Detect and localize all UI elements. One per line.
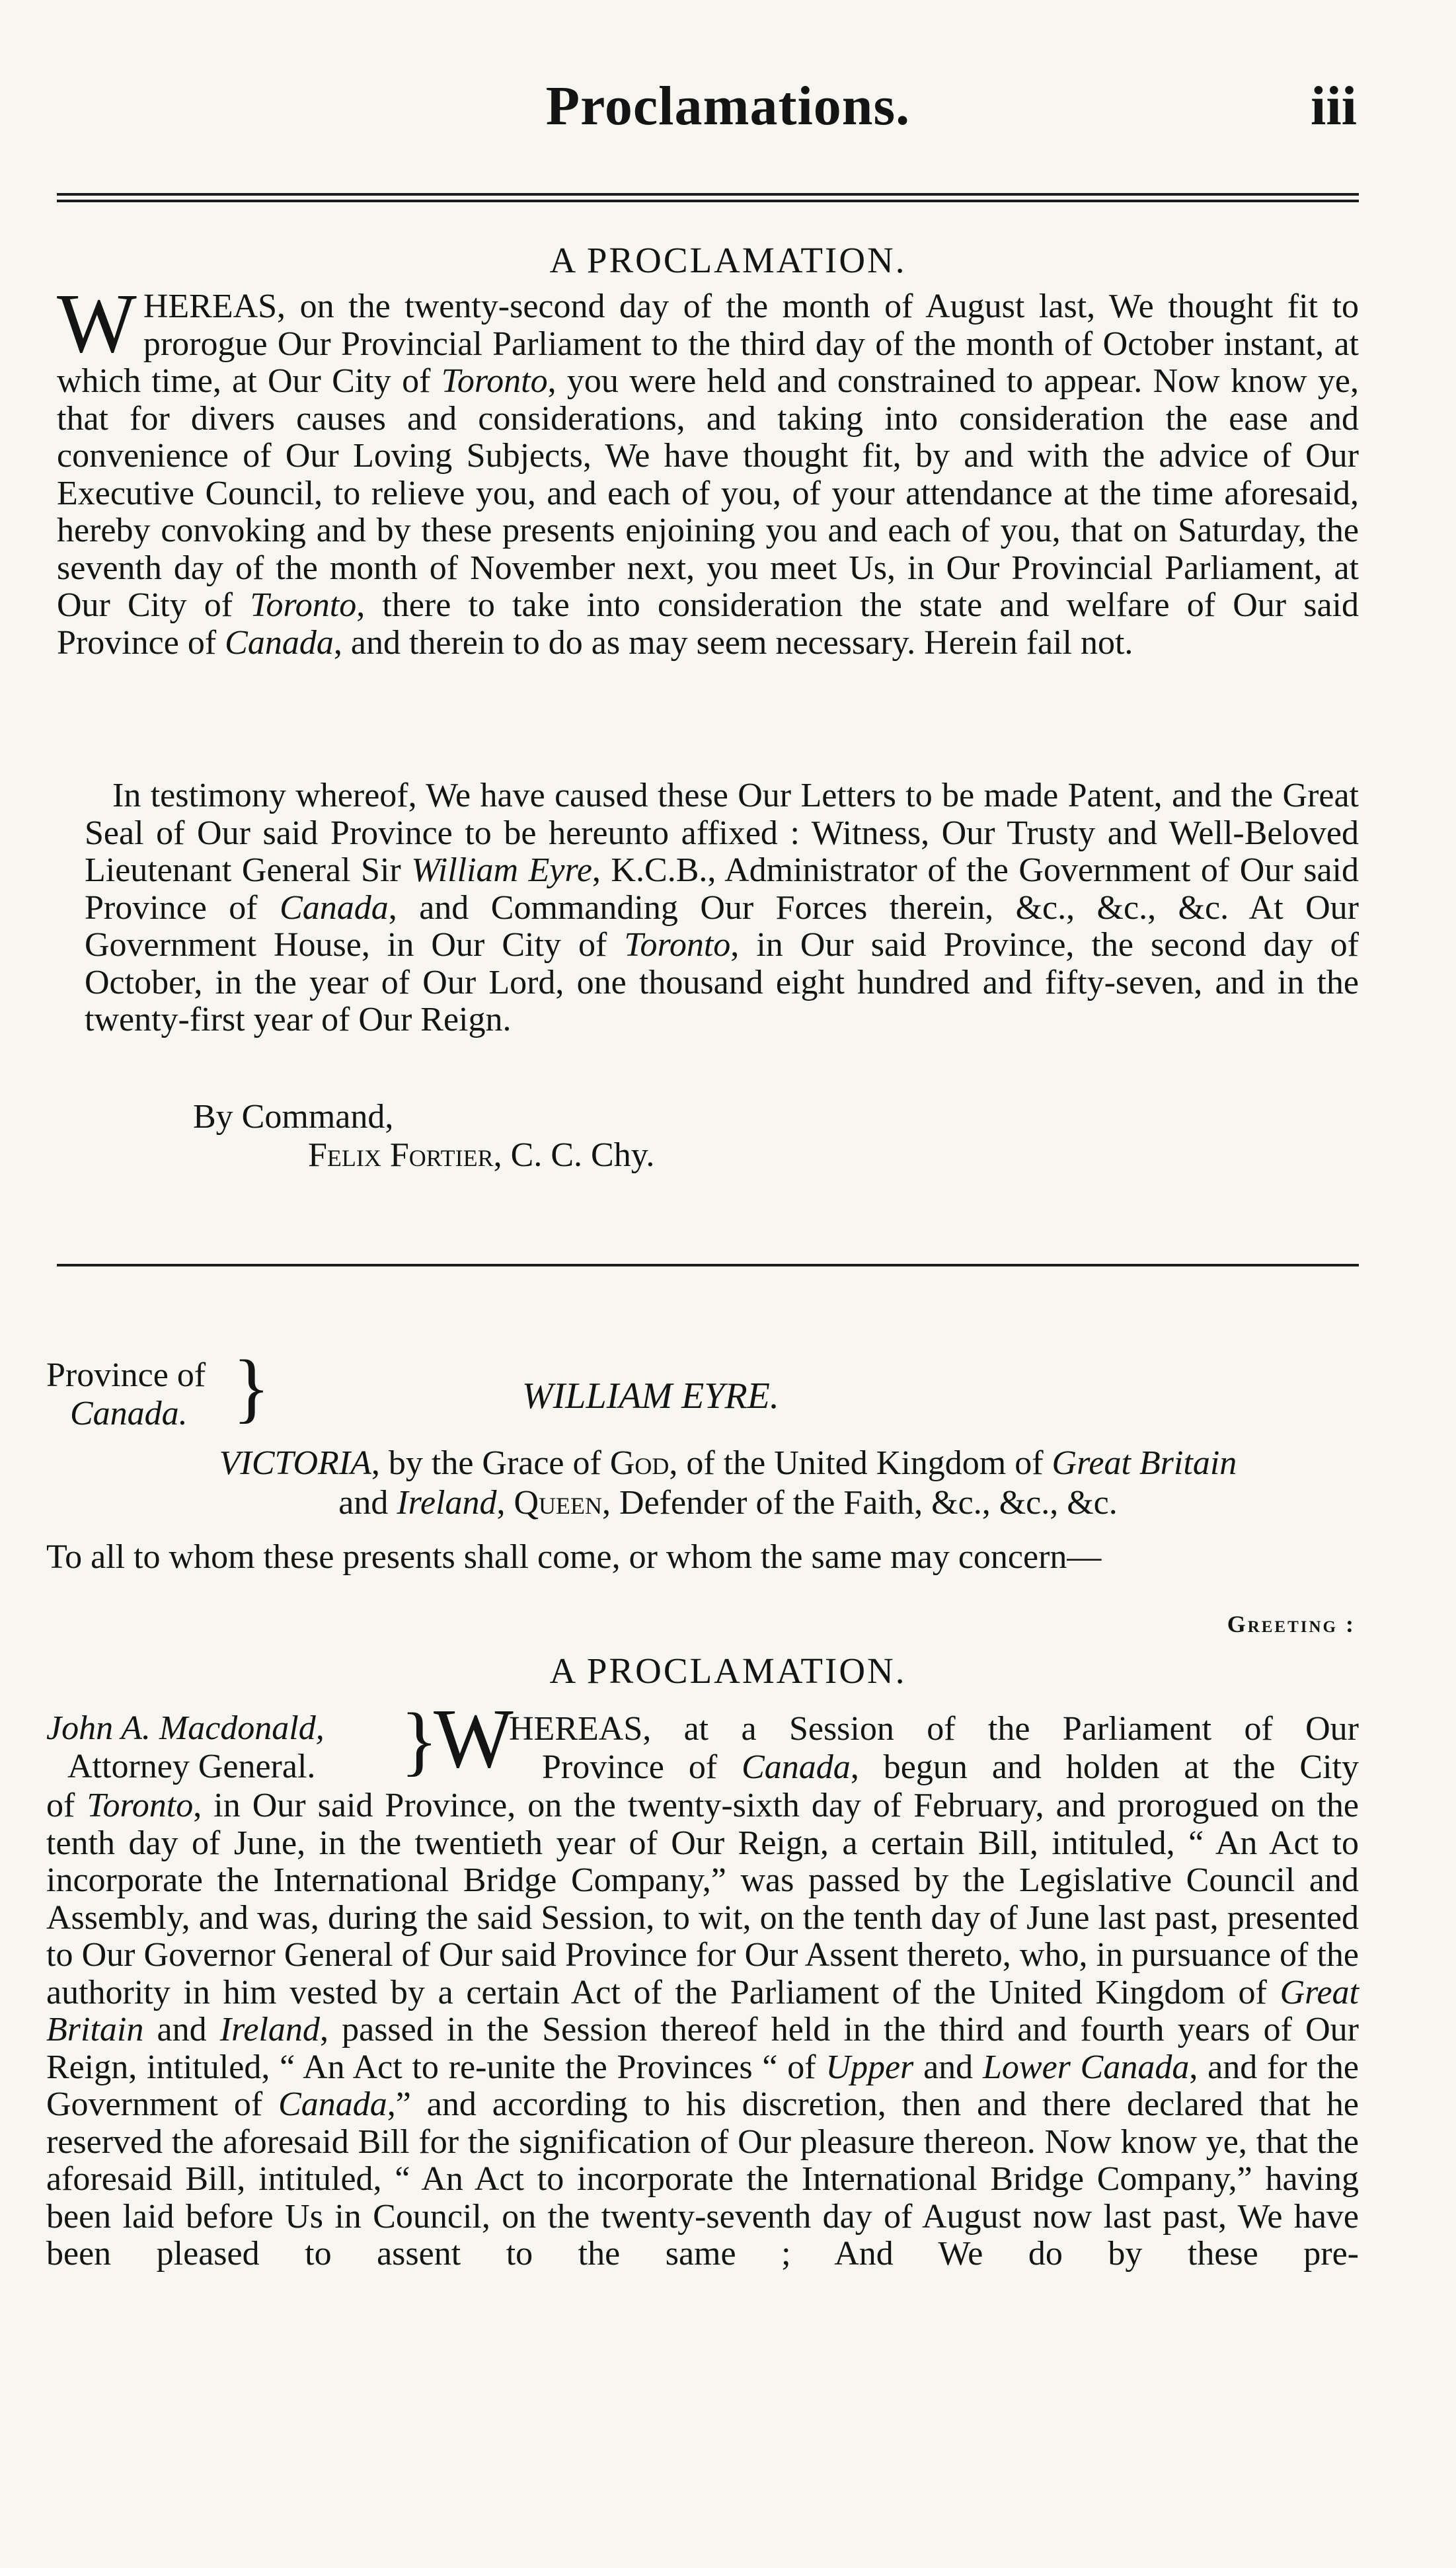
text-run: , Defender of the Faith, &c., &c., &c. bbox=[602, 1484, 1118, 1522]
italic-place-name: Canada bbox=[742, 1748, 851, 1786]
lead-line-2 bbox=[542, 1748, 1359, 1787]
administrator-name-text: WILLIAM EYRE. bbox=[522, 1376, 779, 1417]
text-run: God bbox=[609, 1444, 670, 1482]
italic-name: William Eyre bbox=[411, 851, 592, 889]
header-double-rule bbox=[57, 193, 1359, 202]
text-run: of bbox=[46, 1787, 87, 1824]
text-run: HEREAS, on the twenty-second day of the month of August last, We thought fit to prorogue Our Provincial Parliament to the third day of the month of October instant, at which time, at Our City of bbox=[57, 288, 1359, 400]
italic-place-name: Great Britain bbox=[1052, 1444, 1237, 1482]
royal-style-line-2 bbox=[0, 1483, 1456, 1522]
text-run: , you were held and constrained to appear. Now know ye, that for divers causes and considerations, and taking into consideration the ease and convenience of Our Loving Subjects, We have thought fit, by and with the advice of Our Executive Council, to relieve you, and each of you, of your attendance at the time aforesaid, hereby convoking and by these presents enjoining you and each of you, that on Saturday, the seventh day of the month of November next, you meet Us, in Our Provincial Parliament, at Our City of bbox=[57, 362, 1359, 624]
italic-place-name: Ireland bbox=[219, 2011, 320, 2048]
text-run: Province of bbox=[542, 1748, 742, 1786]
italic-place-name: Toronto bbox=[624, 926, 731, 964]
running-title: Proclamations. bbox=[545, 75, 911, 137]
brace-mark: } bbox=[401, 1697, 438, 1783]
second-proclamation-heading: A PROCLAMATION. bbox=[549, 1651, 907, 1691]
by-command: By Command, bbox=[193, 1098, 394, 1136]
section-divider bbox=[57, 1264, 1359, 1266]
signature-line bbox=[308, 1136, 654, 1175]
italic-place-name: Canada bbox=[280, 888, 389, 927]
text-run: In testimony whereof, We have caused these Our Letters to be made Patent, and the Great Seal of Our said Province to be hereunto affixed : Witness, Our Trusty and Well-Beloved Lieutenant General Sir bbox=[85, 777, 1359, 889]
signatory-name: Felix Fortier bbox=[308, 1136, 494, 1174]
testimony-paragraph bbox=[85, 777, 1359, 1039]
greeting: Greeting : bbox=[1227, 1611, 1356, 1637]
attorney-title: Attorney General. bbox=[67, 1748, 316, 1785]
attorney-marginal bbox=[46, 1697, 438, 1786]
italic-place-name: Canada bbox=[225, 623, 334, 662]
text-run: , by the Grace of bbox=[371, 1444, 610, 1482]
page-number: iii bbox=[1310, 75, 1357, 137]
text-run: and bbox=[143, 2011, 220, 2048]
text-run: , in Our said Province, on the twenty-sixth day of February, and prorogued on the tenth day of June, in the twentieth year of Our Reign, a certain Bill, intituled, “ An Act to incorporate the International Bridge Company,” was passed by the Legislative Council and Assembly, and was, during the said Session, to wit, on the tenth day of June last past, presented to Our Governor General of Our said Province for Our Assent thereto, who, in pursuance of the authority in him vested by a certain Act of the Parliament of the United Kingdom of bbox=[46, 1787, 1359, 2011]
italic-place-name: Canada bbox=[278, 2085, 387, 2123]
text-run: , and therein to do as may seem necessary. Herein fail not. bbox=[333, 623, 1133, 662]
province-name: Canada. bbox=[70, 1395, 188, 1432]
text-run: Queen bbox=[514, 1484, 603, 1522]
text-run: , there to take into consideration the state and welfare of Our said Province of bbox=[57, 586, 1360, 662]
drop-cap: W bbox=[57, 276, 137, 370]
italic-place-name: Toronto bbox=[250, 586, 357, 624]
italic-place-name: Great Britain bbox=[46, 1973, 1359, 2048]
italic-place-name: Ireland bbox=[397, 1484, 497, 1522]
administrator-name bbox=[522, 1375, 779, 1417]
brace-mark: } bbox=[233, 1344, 270, 1430]
text-run: ,” and according to his discretion, then and there declared that he reserved the aforesaid Bill for the signification of Our pleasure thereon. Now know ye, that the aforesaid Bill, intituled, “ An Act to incorporate the International Bridge Company,” having been laid before Us in Council, on the twenty-seventh day of August now last past, We have been pleased to assent to the same ; And We do by these pre- bbox=[46, 2085, 1359, 2273]
text-run: , K.C.B., Administrator of the Government of Our said Province of bbox=[85, 851, 1359, 927]
sovereign-name: VICTORIA bbox=[219, 1444, 371, 1482]
text-run: , begun and holden at the City bbox=[850, 1748, 1359, 1786]
province-marginal bbox=[46, 1344, 311, 1433]
text-run: , and Commanding Our Forces therein, &c., &c., &c. At Our Government House, in Our City of bbox=[85, 888, 1359, 964]
address-line: To all to whom these presents shall come, or whom the same may concern— bbox=[46, 1538, 1102, 1576]
drop-cap: W bbox=[434, 1692, 514, 1785]
signatory-title: , C. C. Chy. bbox=[493, 1136, 655, 1174]
province-label: Province of bbox=[46, 1356, 206, 1394]
royal-style-line-1 bbox=[0, 1444, 1456, 1483]
italic-place-name: Toronto bbox=[441, 362, 548, 400]
text-run: , in Our said Province, the second day of October, in the year of Our Lord, one thousand eight hundred and fifty-seven, and in the twenty-first year of Our Reign. bbox=[85, 926, 1359, 1038]
text-run: , bbox=[496, 1484, 514, 1522]
text-run: , passed in the Session thereof held in the third and fourth years of Our Reign, intituled, “ An Act to re-unite the Provinces “ of bbox=[46, 2011, 1359, 2086]
first-proclamation-heading: A PROCLAMATION. bbox=[549, 240, 907, 280]
second-proclamation-body bbox=[46, 1787, 1359, 2273]
italic-place-name: Lower Canada bbox=[982, 2048, 1190, 2086]
text-run: , of the United Kingdom of bbox=[669, 1444, 1052, 1482]
lead-line-1: HEREAS, at a Session of the Parliament of Our bbox=[509, 1710, 1359, 1748]
text-run: and bbox=[338, 1484, 397, 1522]
italic-place-name: Toronto bbox=[87, 1787, 194, 1824]
italic-place-name: Upper bbox=[825, 2048, 914, 2086]
first-proclamation-body bbox=[57, 276, 1360, 662]
text-run: and bbox=[913, 2048, 983, 2086]
text-run: , and for the Government of bbox=[46, 2048, 1360, 2123]
attorney-name: John A. Macdonald, bbox=[46, 1709, 325, 1747]
